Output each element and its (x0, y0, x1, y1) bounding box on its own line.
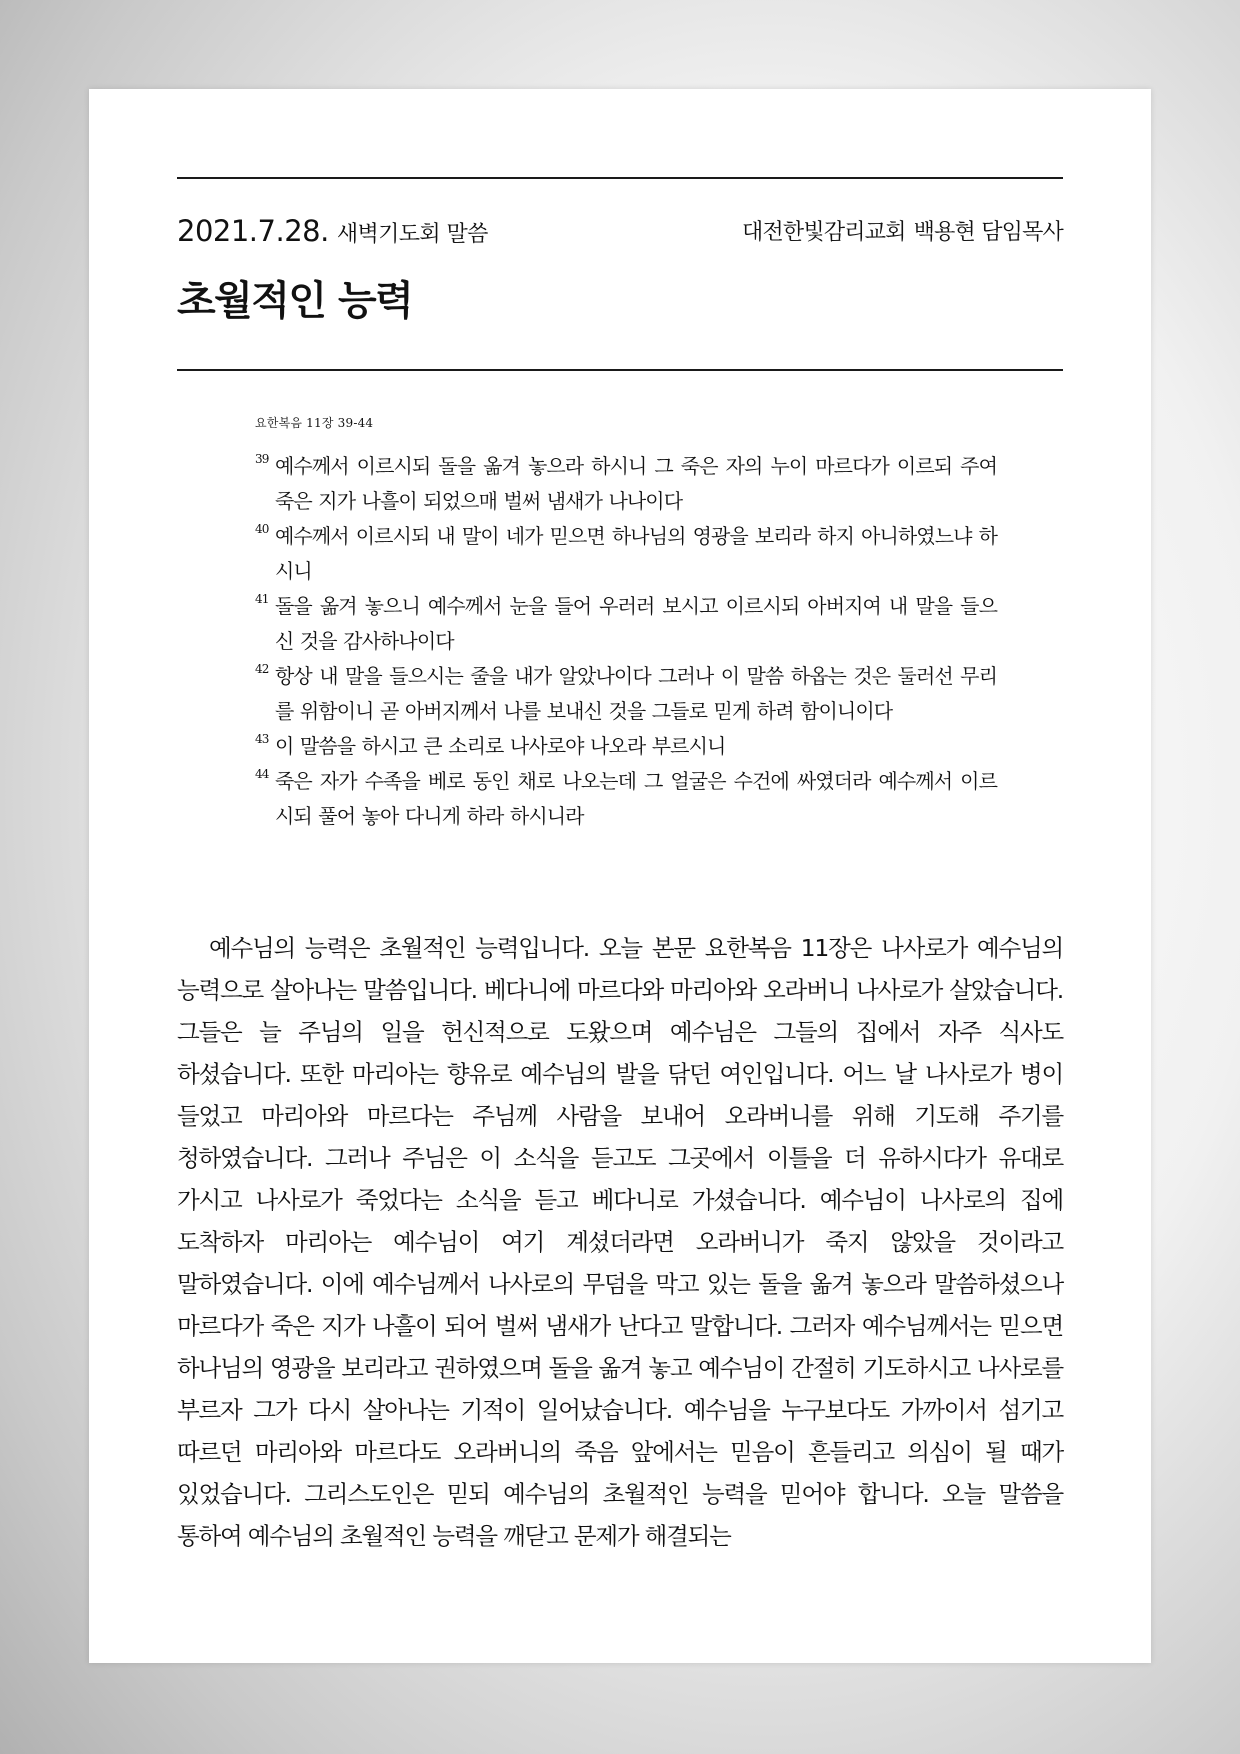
title-divider (177, 369, 1063, 371)
verse-number: 43 (255, 732, 269, 746)
verse-number: 40 (255, 522, 269, 536)
church-name: 대전한빛감리교회 (742, 220, 906, 245)
verse-text: 죽은 자가 수족을 베로 동인 채로 나오는데 그 얼굴은 수건에 싸였더라 예수께서 이르시되 풀어 놓아 다니게 하라 하시니라 (275, 769, 997, 828)
verse-text: 예수께서 이르시되 돌을 옮겨 놓으라 하시니 그 죽은 자의 누이 마르다가 이르되 주여 죽은 지가 나흘이 되었으매 벌써 냄새가 나나이다 (275, 454, 997, 513)
sermon-title: 초월적인 능력 (177, 278, 413, 324)
verse-text: 예수께서 이르시되 내 말이 네가 믿으면 하나님의 영광을 보리라 하지 아니하였느냐 하시니 (275, 524, 997, 583)
sermon-date: 2021.7.28. (177, 214, 329, 248)
verse (255, 519, 997, 589)
verse-number: 42 (255, 662, 269, 676)
sermon-body: 예수님의 능력은 초월적인 능력입니다. 오늘 본문 요한복음 11장은 나사로가 예수님의 능력으로 살아나는 말씀입니다. 베다니에 마르다와 마리아와 오라버니 나사로가 살았습니다. 그들은 늘 주님의 일을 헌신적으로 도왔으며 예수님은 그들의 집에서 자주 식사도 하셨습니다. 또한 마리아는 향유로 예수님의 발을 닦던 여인입니다. 어느 날 나사로가 병이 들었고 마리아와 마르다는 주님께 사람을 보내어 오라버니를 위해 기도해 주기를 청하였습니다. 그러나 주님은 이 소식을 듣고도 그곳에서 이틀을 더 유하시다가 유대로 가시고 나사로가 죽었다는 소식을 듣고 베다니로 가셨습니다. 예수님이 나사로의 집에 도착하자 마리아는 예수님이 여기 계셨더라면 오라버니가 죽지 않았을 것이라고 말하였습니다. 이에 예수님께서 나사로의 무덤을 막고 있는 돌을 옮겨 놓으라 말씀하셨으나 마르다가 죽은 지가 나흘이 되어 벌써 냄새가 난다고 말합니다. 그러자 예수님께서는 믿으면 하나님의 영광을 보리라고 권하였으며 돌을 옮겨 놓고 예수님이 간절히 기도하시고 나사로를 부르자 그가 다시 살아나는 기적이 일어났습니다. 예수님을 누구보다도 가까이서 섬기고 따르던 마리아와 마르다도 오라버니의 죽음 앞에서는 믿음이 흔들리고 의심이 될 때가 있었습니다. 그리스도인은 믿되 예수님의 초월적인 능력을 믿어야 합니다. 오늘 말씀을 통하여 예수님의 초월적인 능력을 깨닫고 문제가 해결되는 (177, 934, 1063, 1550)
pastor-name: 백용현 담임목사 (913, 220, 1063, 245)
service-name: 새벽기도회 말씀 (336, 222, 488, 247)
verse-number: 39 (255, 452, 269, 466)
verse-text: 돌을 옮겨 놓으니 예수께서 눈을 들어 우러러 보시고 이르시되 아버지여 내 말을 들으신 것을 감사하나이다 (275, 594, 997, 653)
verse (255, 449, 997, 519)
verse (255, 729, 997, 764)
author-meta (742, 222, 1063, 244)
verse-number: 44 (255, 767, 269, 781)
verse (255, 659, 997, 729)
top-divider (177, 177, 1063, 179)
verse-number: 41 (255, 592, 269, 606)
scripture-reference: 요한복음 11장 39-44 (255, 416, 374, 430)
verse (255, 764, 997, 834)
sermon-meta (177, 214, 488, 248)
scripture-block (255, 417, 997, 834)
verse (255, 589, 997, 659)
verse-text: 항상 내 말을 들으시는 줄을 내가 알았나이다 그러나 이 말씀 하옵는 것은 둘러선 무리를 위함이니 곧 아버지께서 나를 보내신 것을 그들로 믿게 하려 함이니이다 (275, 664, 997, 723)
document-page (89, 89, 1151, 1663)
verse-text: 이 말씀을 하시고 큰 소리로 나사로야 나오라 부르시니 (275, 734, 726, 758)
